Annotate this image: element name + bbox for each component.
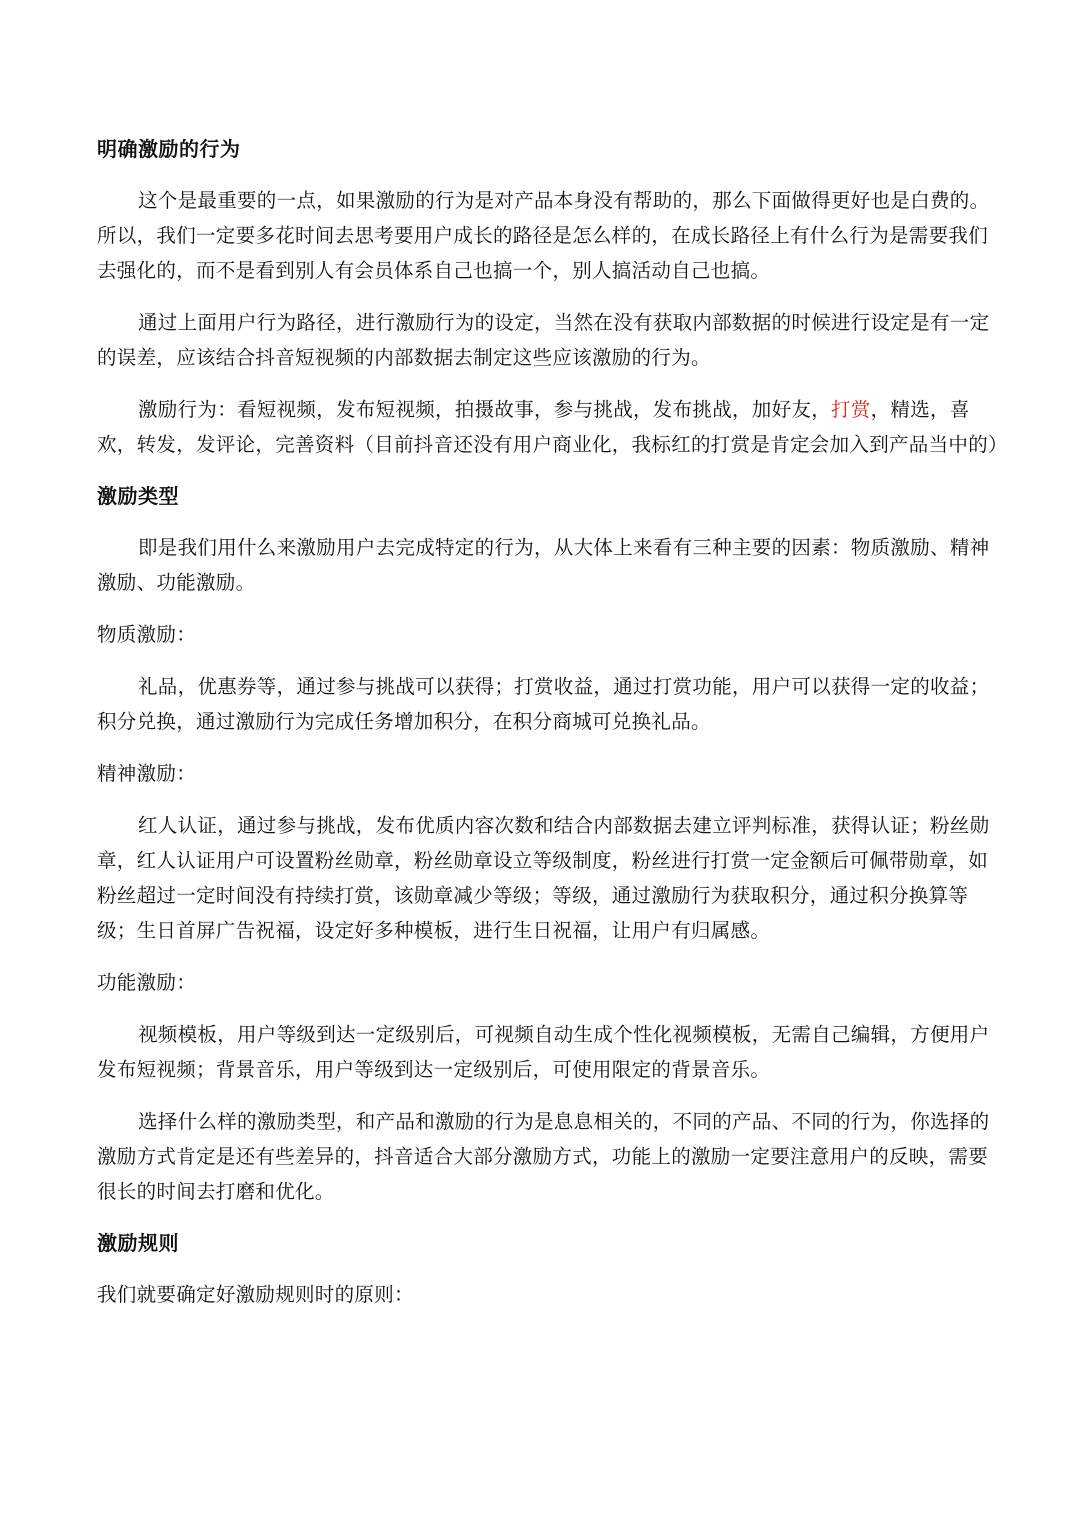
paragraph-material: 礼品，优惠券等，通过参与挑战可以获得；打赏收益，通过打赏功能，用户可以获得一定的收益；积分兑换，通过激励行为完成任务增加积分，在积分商城可兑换礼品。 (97, 675, 990, 733)
highlighted-reward-text: 打赏 (831, 398, 871, 421)
paragraph-behavior-importance: 这个是最重要的一点，如果激励的行为是对产品本身没有帮助的，那么下面做得更好也是白费的。所以，我们一定要多花时间去思考要用户成长的路径是怎么样的，在成长路径上有什么行为是需要我们去强化的，而不是看到别人有会员体系自己也搞一个，别人搞活动自己也搞。 (97, 189, 990, 282)
label-spirit: 精神激励： (97, 762, 197, 785)
label-material: 物质激励： (97, 623, 197, 646)
paragraph-function: 视频模板，用户等级到达一定级别后，可视频自动生成个性化视频模板，无需自己编辑，方便用户发布短视频；背景音乐，用户等级到达一定级别后，可使用限定的背景音乐。 (97, 1023, 990, 1081)
paragraph-types-conclusion: 选择什么样的激励类型，和产品和激励的行为是息息相关的，不同的产品、不同的行为，你选择的激励方式肯定是还有些差异的，抖音适合大部分激励方式，功能上的激励一定要注意用户的反映，需要很长的时间去打磨和优化。 (97, 1110, 990, 1203)
section-heading-behavior: 明确激励的行为 (97, 137, 241, 161)
document-page (97, 132, 1008, 1329)
paragraph-behavior-list (97, 392, 1008, 462)
paragraph-rules-intro: 我们就要确定好激励规则时的原则： (97, 1283, 414, 1306)
behavior-list-text-rest: ，精选，喜欢，转发，发评论，完善资料（目前抖音还没有用户商业化，我标红的打赏是肯定会加入到产品当中的） (97, 398, 1008, 456)
section-heading-types: 激励类型 (97, 484, 179, 508)
section-heading-rules: 激励规则 (97, 1231, 179, 1255)
paragraph-spirit: 红人认证，通过参与挑战，发布优质内容次数和结合内部数据去建立评判标准，获得认证；粉丝勋章，红人认证用户可设置粉丝勋章，粉丝勋章设立等级制度，粉丝进行打赏一定金额后可佩带勋章，如粉丝超过一定时间没有持续打赏，该勋章减少等级；等级，通过激励行为获取积分，通过积分换算等级；生日首屏广告祝福，设定好多种模板，进行生日祝福，让用户有归属感。 (97, 814, 990, 942)
paragraph-behavior-setting: 通过上面用户行为路径，进行激励行为的设定，当然在没有获取内部数据的时候进行设定是有一定的误差，应该结合抖音短视频的内部数据去制定这些应该激励的行为。 (97, 311, 990, 369)
label-function: 功能激励： (97, 971, 197, 994)
behavior-list-text: 激励行为：看短视频，发布短视频，拍摄故事，参与挑战，发布挑战，加好友， (138, 398, 832, 421)
paragraph-types-intro: 即是我们用什么来激励用户去完成特定的行为，从大体上来看有三种主要的因素：物质激励、精神激励、功能激励。 (97, 536, 990, 594)
